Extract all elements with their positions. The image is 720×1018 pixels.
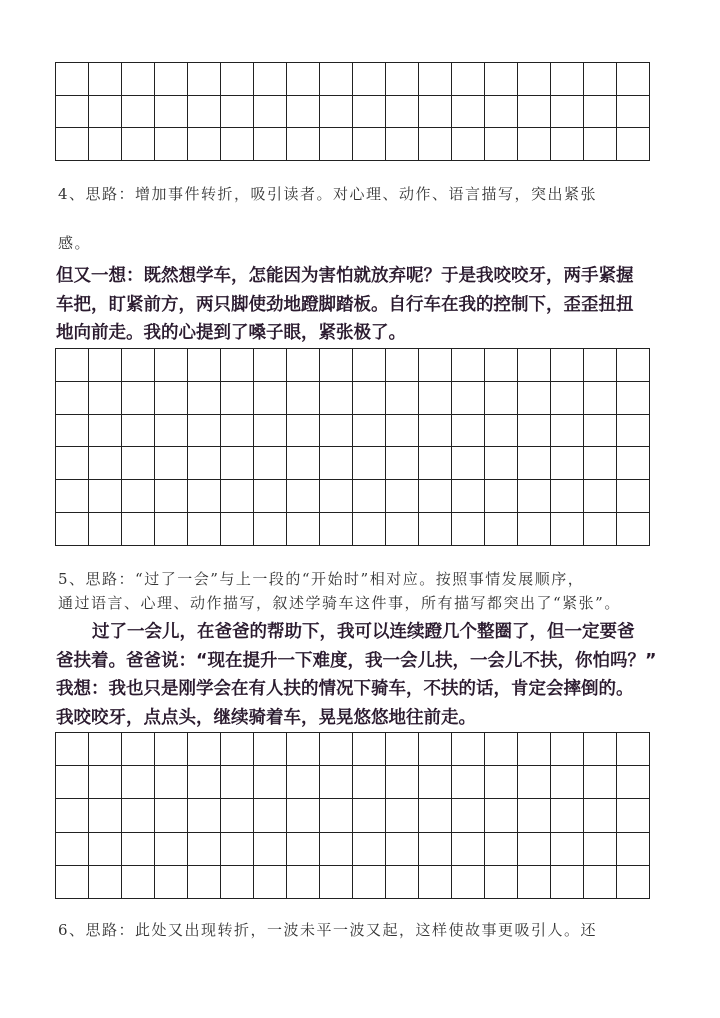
grid-cell[interactable] <box>122 349 155 382</box>
grid-cell[interactable] <box>320 96 353 129</box>
grid-cell[interactable] <box>584 733 617 766</box>
grid-cell[interactable] <box>452 96 485 129</box>
grid-cell[interactable] <box>122 866 155 899</box>
grid-cell[interactable] <box>386 480 419 513</box>
grid-cell[interactable] <box>155 480 188 513</box>
grid-cell[interactable] <box>485 63 518 96</box>
passage-line: 车把，盯紧前方，两只脚使劲地蹬脚踏板。自行车在我的控制下，歪歪扭扭 <box>56 294 634 315</box>
grid-cell[interactable] <box>485 382 518 415</box>
grid-cell[interactable] <box>419 513 452 546</box>
grid-cell[interactable] <box>254 63 287 96</box>
grid-cell[interactable] <box>155 733 188 766</box>
grid-cell[interactable] <box>419 799 452 832</box>
grid-cell[interactable] <box>287 733 320 766</box>
grid-cell[interactable] <box>320 349 353 382</box>
grid-cell[interactable] <box>584 480 617 513</box>
grid-cell[interactable] <box>89 415 122 448</box>
grid-cell[interactable] <box>518 799 551 832</box>
grid-cell[interactable] <box>221 96 254 129</box>
grid-cell[interactable] <box>551 833 584 866</box>
grid-cell[interactable] <box>320 799 353 832</box>
grid-cell[interactable] <box>188 349 221 382</box>
grid-cell[interactable] <box>221 480 254 513</box>
grid-cell[interactable] <box>89 128 122 161</box>
grid-cell[interactable] <box>353 833 386 866</box>
grid-cell[interactable] <box>518 866 551 899</box>
grid-cell[interactable] <box>254 447 287 480</box>
grid-cell[interactable] <box>551 447 584 480</box>
grid-cell[interactable] <box>89 766 122 799</box>
passage-4 <box>56 262 666 348</box>
grid-cell[interactable] <box>320 447 353 480</box>
grid-cell[interactable] <box>386 96 419 129</box>
grid-cell[interactable] <box>254 513 287 546</box>
note-5-line-1: 5、思路：“过了一会”与上一段的“开始时”相对应。按照事情发展顺序， <box>58 570 585 588</box>
grid-cell[interactable] <box>221 128 254 161</box>
grid-cell[interactable] <box>419 866 452 899</box>
note-4 <box>58 183 668 205</box>
grid-cell[interactable] <box>56 799 89 832</box>
grid-cell[interactable] <box>584 382 617 415</box>
grid-cell[interactable] <box>452 733 485 766</box>
grid-cell[interactable] <box>617 63 650 96</box>
grid-cell[interactable] <box>353 513 386 546</box>
grid-cell[interactable] <box>485 766 518 799</box>
grid-cell[interactable] <box>386 382 419 415</box>
note-4-line-1: 4、思路：增加事件转折，吸引读者。对心理、动作、语言描写，突出紧张 <box>58 185 598 203</box>
grid-cell[interactable] <box>584 866 617 899</box>
passage-line: 但又一想：既然想学车，怎能因为害怕就放弃呢？于是我咬咬牙，两手紧握 <box>56 266 634 286</box>
grid-cell[interactable] <box>320 480 353 513</box>
grid-cell[interactable] <box>353 96 386 129</box>
note-6 <box>58 919 668 941</box>
grid-cell[interactable] <box>353 349 386 382</box>
grid-cell[interactable] <box>617 799 650 832</box>
grid-cell[interactable] <box>122 382 155 415</box>
grid-cell[interactable] <box>89 733 122 766</box>
grid-cell[interactable] <box>221 513 254 546</box>
grid-cell[interactable] <box>287 447 320 480</box>
grid-cell[interactable] <box>122 733 155 766</box>
grid-cell[interactable] <box>221 447 254 480</box>
grid-cell[interactable] <box>386 447 419 480</box>
grid-cell[interactable] <box>617 833 650 866</box>
grid-cell[interactable] <box>353 382 386 415</box>
grid-cell[interactable] <box>518 733 551 766</box>
grid-cell[interactable] <box>89 382 122 415</box>
grid-cell[interactable] <box>452 128 485 161</box>
grid-cell[interactable] <box>122 415 155 448</box>
grid-cell[interactable] <box>551 480 584 513</box>
writing-grid-middle[interactable] <box>55 348 650 546</box>
grid-cell[interactable] <box>617 480 650 513</box>
grid-cell[interactable] <box>155 63 188 96</box>
grid-cell[interactable] <box>56 480 89 513</box>
grid-cell[interactable] <box>188 415 221 448</box>
grid-cell[interactable] <box>56 447 89 480</box>
grid-cell[interactable] <box>254 799 287 832</box>
grid-cell[interactable] <box>617 447 650 480</box>
grid-cell[interactable] <box>419 766 452 799</box>
grid-cell[interactable] <box>452 415 485 448</box>
grid-cell[interactable] <box>353 766 386 799</box>
passage-line: 地向前走。我的心提到了嗓子眼，紧张极了。 <box>56 323 406 343</box>
grid-cell[interactable] <box>320 733 353 766</box>
grid-cell[interactable] <box>122 480 155 513</box>
grid-cell[interactable] <box>485 128 518 161</box>
grid-cell[interactable] <box>89 63 122 96</box>
passage-line: 我咬咬牙，点点头，继续骑着车，晃晃悠悠地往前走。 <box>56 707 476 728</box>
grid-cell[interactable] <box>584 513 617 546</box>
grid-cell[interactable] <box>518 447 551 480</box>
grid-cell[interactable] <box>551 96 584 129</box>
grid-cell[interactable] <box>122 799 155 832</box>
grid-cell[interactable] <box>617 349 650 382</box>
grid-cell[interactable] <box>320 63 353 96</box>
grid-cell[interactable] <box>287 96 320 129</box>
grid-cell[interactable] <box>254 128 287 161</box>
grid-cell[interactable] <box>287 833 320 866</box>
grid-cell[interactable] <box>485 833 518 866</box>
grid-cell[interactable] <box>518 349 551 382</box>
grid-cell[interactable] <box>287 799 320 832</box>
grid-cell[interactable] <box>485 480 518 513</box>
grid-cell[interactable] <box>122 128 155 161</box>
grid-cell[interactable] <box>452 480 485 513</box>
grid-cell[interactable] <box>551 382 584 415</box>
grid-cell[interactable] <box>386 733 419 766</box>
grid-cell[interactable] <box>320 382 353 415</box>
grid-cell[interactable] <box>617 415 650 448</box>
grid-cell[interactable] <box>155 382 188 415</box>
grid-cell[interactable] <box>287 382 320 415</box>
grid-cell[interactable] <box>452 833 485 866</box>
grid-cell[interactable] <box>320 833 353 866</box>
grid-cell[interactable] <box>89 513 122 546</box>
grid-cell[interactable] <box>452 513 485 546</box>
grid-cell[interactable] <box>254 382 287 415</box>
grid-cell[interactable] <box>584 349 617 382</box>
grid-cell[interactable] <box>320 766 353 799</box>
grid-cell[interactable] <box>155 766 188 799</box>
grid-cell[interactable] <box>287 513 320 546</box>
grid-cell[interactable] <box>452 866 485 899</box>
grid-cell[interactable] <box>551 349 584 382</box>
grid-cell[interactable] <box>287 349 320 382</box>
grid-cell[interactable] <box>551 128 584 161</box>
grid-cell[interactable] <box>155 349 188 382</box>
grid-cell[interactable] <box>551 799 584 832</box>
grid-cell[interactable] <box>188 96 221 129</box>
grid-cell[interactable] <box>485 447 518 480</box>
grid-cell[interactable] <box>353 128 386 161</box>
grid-cell[interactable] <box>122 513 155 546</box>
grid-cell[interactable] <box>287 866 320 899</box>
grid-cell[interactable] <box>122 833 155 866</box>
note-4-continued <box>58 232 668 254</box>
grid-cell[interactable] <box>617 382 650 415</box>
grid-cell[interactable] <box>188 733 221 766</box>
grid-cell[interactable] <box>419 96 452 129</box>
grid-cell[interactable] <box>386 799 419 832</box>
grid-cell[interactable] <box>485 799 518 832</box>
grid-cell[interactable] <box>122 63 155 96</box>
grid-cell[interactable] <box>584 766 617 799</box>
grid-cell[interactable] <box>155 799 188 832</box>
grid-cell[interactable] <box>287 415 320 448</box>
grid-cell[interactable] <box>89 866 122 899</box>
passage-line: 我想：我也只是刚学会在有人扶的情况下骑车，不扶的话，肯定会摔倒的。 <box>56 679 634 699</box>
grid-cell[interactable] <box>155 513 188 546</box>
grid-cell[interactable] <box>287 63 320 96</box>
passage-line: 过了一会儿，在爸爸的帮助下，我可以连续蹬几个整圈了，但一定要爸 <box>92 622 635 642</box>
grid-cell[interactable] <box>518 415 551 448</box>
grid-cell[interactable] <box>584 447 617 480</box>
grid-cell[interactable] <box>320 866 353 899</box>
note-5 <box>58 567 668 615</box>
grid-cell[interactable] <box>584 833 617 866</box>
grid-cell[interactable] <box>122 766 155 799</box>
grid-cell[interactable] <box>56 128 89 161</box>
grid-cell[interactable] <box>452 349 485 382</box>
grid-cell[interactable] <box>386 128 419 161</box>
grid-cell[interactable] <box>419 382 452 415</box>
grid-cell[interactable] <box>353 733 386 766</box>
grid-cell[interactable] <box>419 63 452 96</box>
grid-cell[interactable] <box>386 833 419 866</box>
grid-cell[interactable] <box>617 866 650 899</box>
grid-cell[interactable] <box>89 349 122 382</box>
grid-cell[interactable] <box>551 415 584 448</box>
grid-cell[interactable] <box>518 513 551 546</box>
grid-cell[interactable] <box>419 415 452 448</box>
note-5-line-2: 通过语言、心理、动作描写，叙述学骑车这件事，所有描写都突出了“紧张”。 <box>58 594 621 612</box>
grid-cell[interactable] <box>56 833 89 866</box>
grid-cell[interactable] <box>56 415 89 448</box>
grid-cell[interactable] <box>452 382 485 415</box>
grid-cell[interactable] <box>56 513 89 546</box>
grid-cell[interactable] <box>122 447 155 480</box>
grid-cell[interactable] <box>155 415 188 448</box>
grid-cell[interactable] <box>617 766 650 799</box>
grid-cell[interactable] <box>56 733 89 766</box>
grid-cell[interactable] <box>518 766 551 799</box>
grid-cell[interactable] <box>386 766 419 799</box>
grid-cell[interactable] <box>617 513 650 546</box>
grid-cell[interactable] <box>188 866 221 899</box>
grid-cell[interactable] <box>56 866 89 899</box>
grid-cell[interactable] <box>386 513 419 546</box>
grid-cell[interactable] <box>155 128 188 161</box>
grid-cell[interactable] <box>254 480 287 513</box>
grid-cell[interactable] <box>287 766 320 799</box>
grid-cell[interactable] <box>287 128 320 161</box>
grid-cell[interactable] <box>320 128 353 161</box>
grid-cell[interactable] <box>551 63 584 96</box>
grid-cell[interactable] <box>419 833 452 866</box>
grid-cell[interactable] <box>518 382 551 415</box>
grid-cell[interactable] <box>419 480 452 513</box>
grid-cell[interactable] <box>221 382 254 415</box>
grid-cell[interactable] <box>56 96 89 129</box>
grid-cell[interactable] <box>89 799 122 832</box>
grid-cell[interactable] <box>254 733 287 766</box>
grid-cell[interactable] <box>89 96 122 129</box>
grid-cell[interactable] <box>353 63 386 96</box>
grid-cell[interactable] <box>221 766 254 799</box>
grid-cell[interactable] <box>584 63 617 96</box>
grid-cell[interactable] <box>254 833 287 866</box>
writing-grid-top[interactable] <box>55 62 650 161</box>
grid-cell[interactable] <box>485 415 518 448</box>
grid-cell[interactable] <box>221 833 254 866</box>
grid-cell[interactable] <box>320 415 353 448</box>
grid-cell[interactable] <box>386 349 419 382</box>
grid-cell[interactable] <box>617 96 650 129</box>
grid-cell[interactable] <box>287 480 320 513</box>
grid-cell[interactable] <box>584 799 617 832</box>
grid-cell[interactable] <box>254 96 287 129</box>
grid-cell[interactable] <box>584 128 617 161</box>
grid-cell[interactable] <box>551 513 584 546</box>
grid-cell[interactable] <box>419 447 452 480</box>
grid-cell[interactable] <box>188 382 221 415</box>
grid-cell[interactable] <box>551 766 584 799</box>
grid-cell[interactable] <box>221 866 254 899</box>
grid-cell[interactable] <box>518 480 551 513</box>
grid-cell[interactable] <box>419 128 452 161</box>
grid-cell[interactable] <box>221 349 254 382</box>
note-6-line-1: 6、思路：此处又出现转折，一波未平一波又起，这样使故事更吸引人。还 <box>58 921 598 939</box>
grid-cell[interactable] <box>419 733 452 766</box>
grid-cell[interactable] <box>584 96 617 129</box>
grid-cell[interactable] <box>188 766 221 799</box>
grid-cell[interactable] <box>452 63 485 96</box>
grid-cell[interactable] <box>485 349 518 382</box>
grid-cell[interactable] <box>452 799 485 832</box>
grid-cell[interactable] <box>188 513 221 546</box>
grid-cell[interactable] <box>221 799 254 832</box>
grid-cell[interactable] <box>452 766 485 799</box>
grid-cell[interactable] <box>419 349 452 382</box>
grid-cell[interactable] <box>188 447 221 480</box>
grid-cell[interactable] <box>188 63 221 96</box>
grid-cell[interactable] <box>353 415 386 448</box>
grid-cell[interactable] <box>518 96 551 129</box>
grid-cell[interactable] <box>188 128 221 161</box>
grid-cell[interactable] <box>188 480 221 513</box>
note-4-line-2: 感。 <box>58 234 92 252</box>
grid-cell[interactable] <box>155 866 188 899</box>
grid-cell[interactable] <box>452 447 485 480</box>
grid-cell[interactable] <box>254 866 287 899</box>
grid-cell[interactable] <box>155 96 188 129</box>
grid-cell[interactable] <box>551 733 584 766</box>
grid-cell[interactable] <box>485 866 518 899</box>
writing-grid-bottom[interactable] <box>55 732 650 899</box>
grid-cell[interactable] <box>617 733 650 766</box>
grid-cell[interactable] <box>155 833 188 866</box>
grid-cell[interactable] <box>254 349 287 382</box>
grid-cell[interactable] <box>89 833 122 866</box>
grid-cell[interactable] <box>122 96 155 129</box>
grid-cell[interactable] <box>584 415 617 448</box>
grid-cell[interactable] <box>254 415 287 448</box>
grid-cell[interactable] <box>485 96 518 129</box>
grid-cell[interactable] <box>518 63 551 96</box>
grid-cell[interactable] <box>89 480 122 513</box>
grid-cell[interactable] <box>56 63 89 96</box>
passage-line: 爸扶着。爸爸说：“现在提升一下难度，我一会儿扶，一会儿不扶，你怕吗？” <box>56 650 657 671</box>
grid-cell[interactable] <box>89 447 122 480</box>
passage-5 <box>56 618 666 732</box>
grid-cell[interactable] <box>320 513 353 546</box>
grid-cell[interactable] <box>551 866 584 899</box>
grid-cell[interactable] <box>188 833 221 866</box>
grid-cell[interactable] <box>353 799 386 832</box>
grid-cell[interactable] <box>188 799 221 832</box>
grid-cell[interactable] <box>56 349 89 382</box>
grid-cell[interactable] <box>56 766 89 799</box>
grid-cell[interactable] <box>56 382 89 415</box>
grid-cell[interactable] <box>155 447 188 480</box>
grid-cell[interactable] <box>518 833 551 866</box>
grid-cell[interactable] <box>485 513 518 546</box>
grid-cell[interactable] <box>254 766 287 799</box>
grid-cell[interactable] <box>221 733 254 766</box>
grid-cell[interactable] <box>221 415 254 448</box>
grid-cell[interactable] <box>386 866 419 899</box>
grid-cell[interactable] <box>485 733 518 766</box>
grid-cell[interactable] <box>221 63 254 96</box>
grid-cell[interactable] <box>353 866 386 899</box>
grid-cell[interactable] <box>617 128 650 161</box>
grid-cell[interactable] <box>386 415 419 448</box>
grid-cell[interactable] <box>353 447 386 480</box>
grid-cell[interactable] <box>386 63 419 96</box>
grid-cell[interactable] <box>518 128 551 161</box>
grid-cell[interactable] <box>353 480 386 513</box>
